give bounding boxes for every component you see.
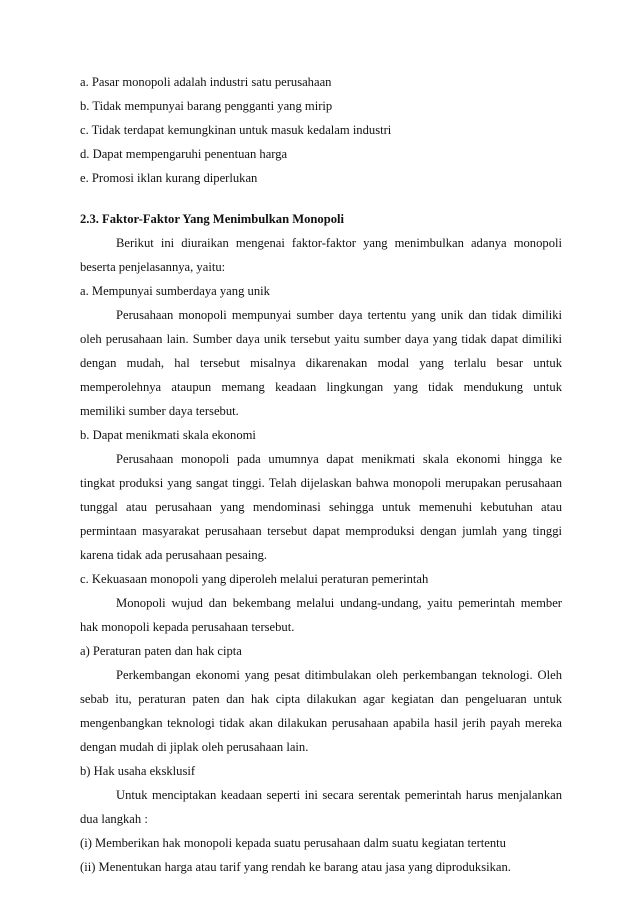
paragraph-line: dua langkah : [80, 812, 148, 826]
list-item: c. Tidak terdapat kemungkinan untuk masuk kedalam industri [80, 123, 392, 137]
paragraph-line: tingkat produksi yang sangat tinggi. Telah dijelaskan bahwa monopoli merupakan perusahaan [80, 476, 562, 490]
paragraph-line: sebab itu, peraturan paten dan hak cipta dilakukan agar kegiatan dan pengeluaran untuk [80, 692, 562, 706]
paragraph-line: mengenbangkan teknologi tidak akan dilakukan perusahaan apabila hasil jerih payah mereka [80, 716, 562, 730]
paragraph-line: Berikut ini diuraikan mengenai faktor-faktor yang menimbulkan adanya monopoli [116, 236, 562, 250]
subsection-title: c. Kekuasaan monopoli yang diperoleh melalui peraturan pemerintah [80, 572, 429, 586]
paragraph-line: permintaan masyarakat perusahaan tersebut dapat memproduksi dengan jumlah yang tinggi [80, 524, 562, 538]
subsection-title: b. Dapat menikmati skala ekonomi [80, 428, 256, 442]
paragraph-line: Perkembangan ekonomi yang pesat ditimbulakan oleh perkembangan teknologi. Oleh [116, 668, 562, 682]
paragraph-line: karena tidak ada perusahaan pesaing. [80, 548, 268, 562]
paragraph-line: Perusahaan monopoli pada umumnya dapat menikmati skala ekonomi hingga ke [116, 452, 562, 466]
list-item: (i) Memberikan hak monopoli kepada suatu perusahaan dalm suatu kegiatan tertentu [80, 836, 506, 850]
paragraph-line: memperolehnya ataupun memang keadaan lingkungan yang tidak mendukung untuk [80, 380, 562, 394]
paragraph-line: oleh perusahaan lain. Sumber daya unik tersebut yaitu sumber daya yang tidak dapat dimiliki [80, 332, 562, 346]
list-item: d. Dapat mempengaruhi penentuan harga [80, 147, 288, 161]
subsection-title: a. Mempunyai sumberdaya yang unik [80, 284, 270, 298]
subsection-title: b) Hak usaha eksklusif [80, 764, 196, 778]
paragraph-line: Perusahaan monopoli mempunyai sumber daya tertentu yang unik dan tidak dimiliki [116, 308, 562, 322]
paragraph-line: beserta penjelasannya, yaitu: [80, 260, 226, 274]
paragraph-line: memiliki sumber daya tersebut. [80, 404, 239, 418]
paragraph-line: hak monopoli kepada perusahaan tersebut. [80, 620, 295, 634]
list-item: e. Promosi iklan kurang diperlukan [80, 171, 258, 185]
list-item: (ii) Menentukan harga atau tarif yang rendah ke barang atau jasa yang diproduksikan. [80, 860, 511, 874]
paragraph-line: dengan mudah di jiplak oleh perusahaan lain. [80, 740, 309, 754]
paragraph-line: tunggal atau perusahaan yang mendominasi sehingga untuk memenuhi kebutuhan atau [80, 500, 562, 514]
list-item: a. Pasar monopoli adalah industri satu perusahaan [80, 75, 332, 89]
paragraph-line: Monopoli wujud dan bekembang melalui undang-undang, yaitu pemerintah member [116, 596, 562, 610]
paragraph-line: Untuk menciptakan keadaan seperti ini secara serentak pemerintah harus menjalankan [116, 788, 562, 802]
subsection-title: a) Peraturan paten dan hak cipta [80, 644, 242, 658]
section-heading: 2.3. Faktor-Faktor Yang Menimbulkan Monopoli [80, 212, 345, 226]
paragraph-line: dengan mudah, hal tersebut misalnya dikarenakan modal yang terlalu besar untuk [80, 356, 562, 370]
list-item: b. Tidak mempunyai barang pengganti yang mirip [80, 99, 333, 113]
